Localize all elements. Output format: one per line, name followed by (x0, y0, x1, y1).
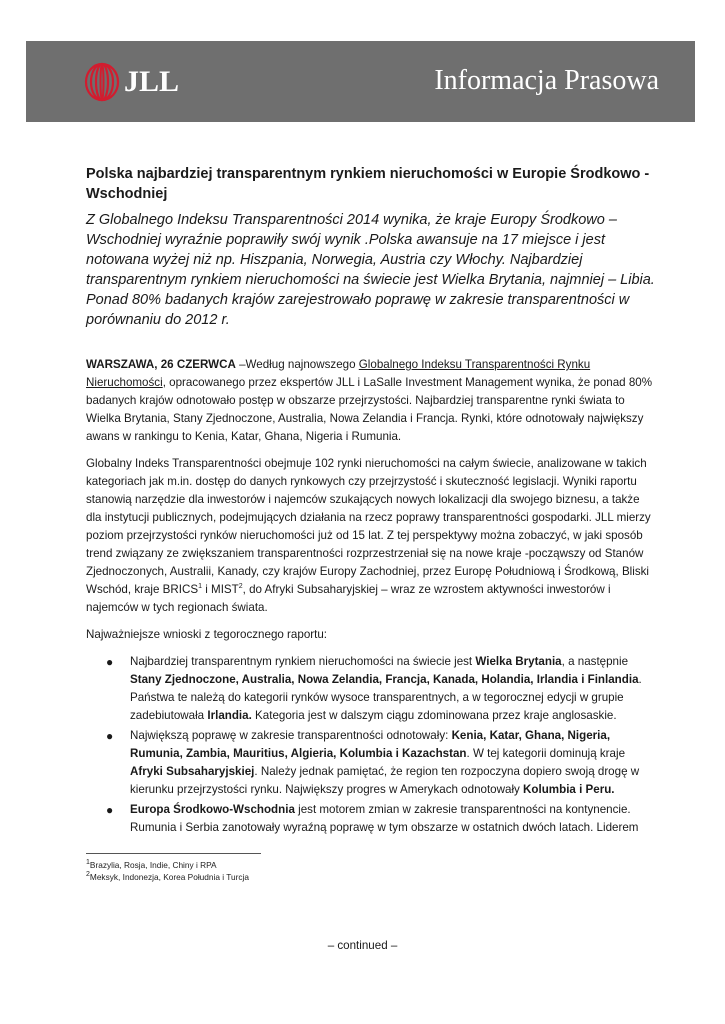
bullet-icon: ● (106, 803, 114, 817)
list-item-bold: Kolumbia i Peru. (523, 783, 615, 796)
list-item-text: Najbardziej transparentnym rynkiem nieruchomości na świecie jest (130, 655, 476, 668)
p2-text-b: i MIST (202, 583, 239, 596)
jll-ribbon-logo-icon (84, 62, 120, 102)
footnote-divider (86, 853, 261, 854)
footnote-1 (86, 859, 249, 871)
dateline: WARSZAWA, 26 CZERWCA (86, 358, 236, 371)
logo-text: JLL (124, 65, 180, 98)
key-findings-list (86, 653, 656, 837)
continued-marker: – continued – (327, 939, 398, 952)
footnote-text: Brazylia, Rosja, Indie, Chiny i RPA (89, 860, 217, 870)
paragraph-1 (86, 356, 656, 446)
footnotes (86, 859, 249, 883)
p2-text-a: Globalny Indeks Transparentności obejmuje 102 rynki nieruchomości na całym świecie, analizowane w takich kategoriach jak m.in. dostęp do danych rynkowych czy przejrzystość i skuteczność legislacji. Wyniki raportu stanowią narzędzie dla inwestorów i najemców szukających nowych lokalizacji dla swojego biznesu, a także dla instytucji publicznych, podejmujących działania na rzecz poprawy transparentności gospodarki. JLL mierzy poziom przejrzystości rynków nieruchomości już od 15 lat. Z tej perspektywy można zobaczyć, w jaki sposób trend związany ze zwiększaniem transparentności rozprzestrzeniał się na nowe kraje -począwszy od Stanów Zjednoczonych, Australii, Kanady, czy krajów Europy Zachodniej, przez Europę Południową i Środkową, Bliski Wschód, kraje BRICS (86, 457, 651, 596)
list-item-text: . W tej kategorii dominują kraje (466, 747, 626, 760)
list-item (86, 653, 656, 725)
list-item-bold: Stany Zjednoczone, Australia, Nowa Zelandia, Francja, Kanada, Holandia, Irlandia i Finlandia (130, 673, 639, 686)
report-link[interactable]: Globalnego Indeksu Transparentności Rynku Nieruchomości (86, 358, 591, 389)
footnote-number: 1 (86, 859, 90, 867)
footnote-2 (86, 871, 249, 883)
p1-rest: , opracowanego przez ekspertów JLL i LaSalle Investment Management wynika, że ponad 80% badanych krajów odnotowało postęp w obszarze przejrzystości. Najbardziej transparentne rynki świata to Wielka Brytania, Stany Zjednoczone, Australia, Nowa Zelandia i Francja. Rynki, które odnotowały największy awans w rankingu to Kenia, Katar, Ghana, Nigeria i Rumunia. (86, 376, 653, 443)
footnote-text: Meksyk, Indonezja, Korea Południa i Turcja (89, 872, 250, 882)
list-item (86, 727, 656, 799)
p1-intro: Według najnowszego (245, 358, 359, 371)
list-item (86, 801, 656, 837)
footnote-ref-2: 2 (238, 583, 243, 591)
jll-logo (84, 62, 184, 102)
bullet-icon: ● (106, 655, 114, 669)
list-item-text: Największą poprawę w zakresie transparentności odnotowały: (130, 729, 452, 742)
p2-text-c: , do Afryki Subsaharyjskiej – wraz ze wzrostem aktywności inwestorów i najemców w tych regionach świata. (86, 583, 611, 614)
paragraph-2 (86, 455, 656, 617)
paragraph-3: Najważniejsze wnioski z tegorocznego raportu: (86, 628, 328, 641)
list-item-text: Kategoria jest w dalszym ciągu zdominowana przez kraje anglosaskie. (251, 709, 617, 722)
list-item-text: jest motorem zmian w zakresie transparentności na kontynencie. Rumunia i Serbia zanotowały wyraźną poprawę w tym obszarze w ostatnich dwóch latach. Liderem (130, 803, 639, 834)
lead-paragraph: Z Globalnego Indeksu Transparentności 2014 wynika, że kraje Europy Środkowo – Wschodniej wyraźnie poprawiły swój wynik .Polska awansuje na 17 miejsce i jest notowana wyżej niż np. Hiszpania, Norwegia, Austria czy Włochy. Najbardziej transparentnym rynkiem nieruchomości na świecie jest Wielka Brytania, najmniej – Libia. Ponad 80% badanych krajów zarejestrowało poprawę w zakresie transparentności w porównaniu do 2012 r. (86, 212, 655, 328)
list-item-text: . Należy jednak pamiętać, że region ten rozpoczyna dopiero swoją drogę w kierunku przejrzystości rynku. Największy progres w Amerykach odnotowały (130, 765, 640, 796)
header-banner (26, 41, 695, 122)
header-title: Informacja Prasowa (434, 65, 659, 96)
headline: Polska najbardziej transparentnym rynkiem nieruchomości w Europie Środkowo - Wschodniej (86, 166, 650, 202)
footnote-ref-1: 1 (198, 583, 203, 591)
list-item-bold: Irlandia. (207, 709, 252, 722)
list-item-bold: Kenia, Katar, Ghana, Nigeria, Rumunia, Zambia, Mauritius, Algieria, Kolumbia i Kazachstan (130, 729, 611, 760)
dateline-dash: – (235, 358, 246, 371)
list-item-bold: Europa Środkowo-Wschodnia (130, 803, 295, 816)
list-item-bold: Wielka Brytania (475, 655, 562, 668)
bullet-icon: ● (106, 729, 114, 743)
list-item-text: . Państwa te należą do kategorii rynków wysoce transparentnych, a w tegorocznej edycji w grupie zadebiutowała (130, 673, 642, 722)
list-item-bold: Afryki Subsaharyjskiej (130, 765, 255, 778)
press-release-body (86, 164, 656, 839)
footnote-number: 2 (86, 871, 90, 879)
list-item-text: , a następnie (561, 655, 629, 668)
